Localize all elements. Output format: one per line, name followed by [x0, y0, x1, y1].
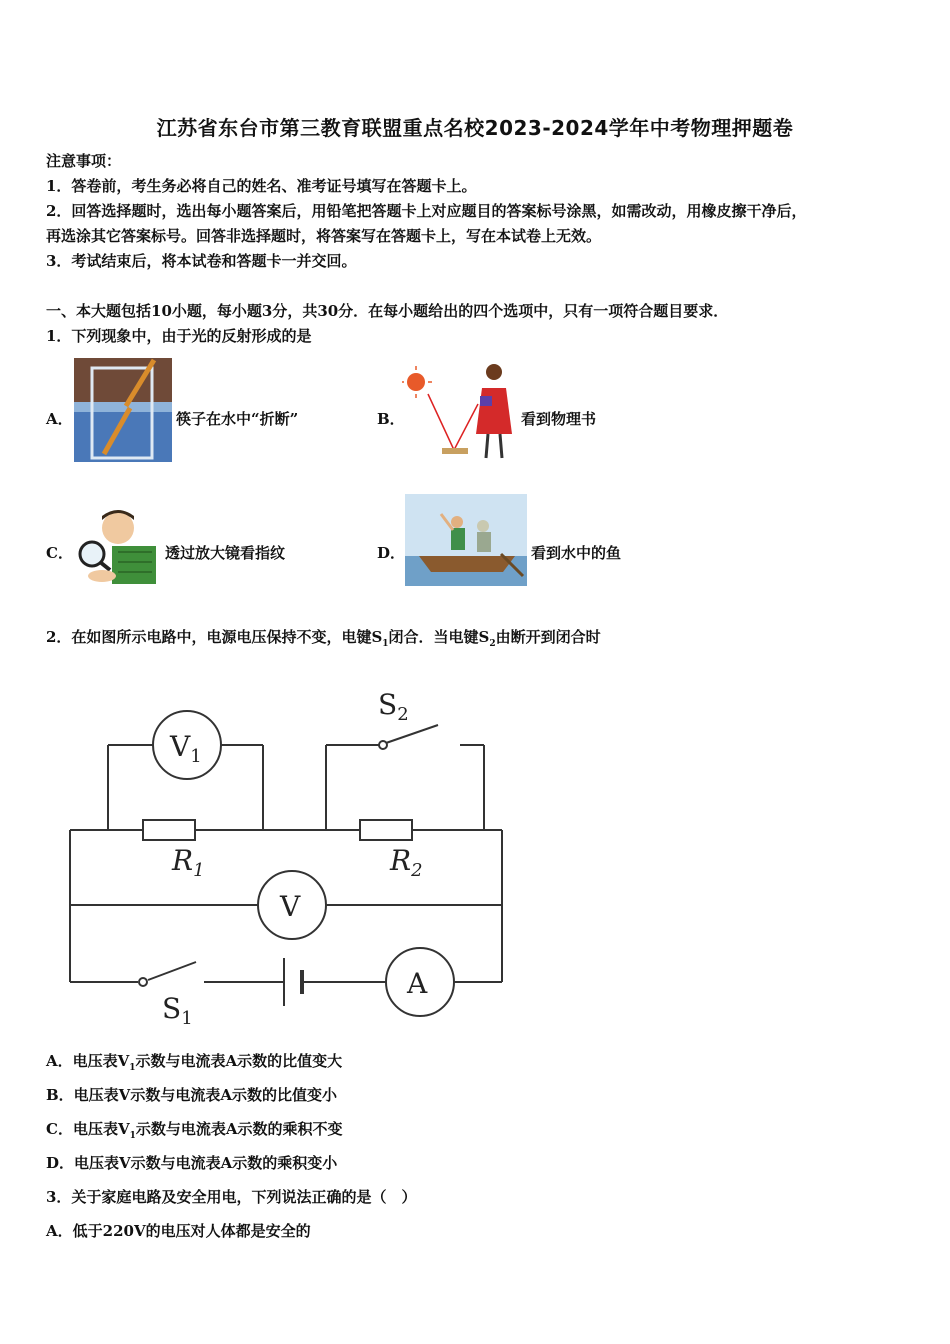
- q1-option-b-label: B．: [377, 410, 405, 428]
- r2-label: $R_2$: [390, 844, 423, 881]
- notice-item-1: 1．答卷前，考生务必将自己的姓名、准考证号填写在答题卡上。: [46, 177, 477, 195]
- q2-option-c: C．电压表$V_1$示数与电流表A示数的乘积不变: [46, 1120, 343, 1141]
- r1-label: $R_1$: [172, 844, 205, 881]
- s1-label: $S_1$: [162, 992, 193, 1029]
- q1-option-c-text: 透过放大镜看指纹: [165, 544, 286, 562]
- resistor-r1: [143, 820, 195, 840]
- q1-option-a-text: 筷子在水中“折断”: [176, 410, 299, 428]
- circuit-diagram: [0, 680, 540, 1040]
- q1-option-b-text: 看到物理书: [521, 410, 597, 428]
- notice-item-2: 2．回答选择题时，选出每小题答案后，用铅笔把答题卡上对应题目的答案标号涂黑，如需改动，用橡皮擦干净后，: [46, 202, 807, 220]
- notice-item-3: 3．考试结束后，将本试卷和答题卡一并交回。: [46, 252, 357, 270]
- v1-label: $V_1$: [170, 730, 202, 767]
- fishing-boat-image: [405, 494, 527, 586]
- question-3-stem: 3．关于家庭电路及安全用电，下列说法正确的是（ ）: [46, 1188, 417, 1206]
- girl-reading-book-image: [402, 360, 518, 464]
- q1-option-a-label: A．: [46, 410, 73, 428]
- switch-s2-contact: [379, 741, 387, 749]
- q3-option-a: A．低于220V的电压对人体都是安全的: [46, 1222, 311, 1240]
- q1-option-c-label: C．: [46, 544, 73, 562]
- q1-option-d-text: 看到水中的鱼: [531, 544, 622, 562]
- question-2-stem: 2．在如图所示电路中，电源电压保持不变，电键$S_1$闭合．当电键$S_2$由断开到闭合时: [46, 628, 601, 649]
- a-label: A: [407, 967, 428, 1000]
- page-title: 江苏省东台市第三教育联盟重点名校2023-2024学年中考物理押题卷: [156, 116, 794, 140]
- notice-item-2-cont: 再选涂其它答案标号。回答非选择题时，将答案写在答题卡上，写在本试卷上无效。: [46, 227, 602, 245]
- notice-heading: 注意事项：: [46, 152, 122, 170]
- q1-option-d-label: D．: [377, 544, 406, 562]
- section-heading: 一、本大题包括10小题，每小题3分，共30分．在每小题给出的四个选项中，只有一项符合题目要求．: [46, 302, 729, 320]
- v-label: V: [280, 890, 301, 923]
- q2-option-b: B．电压表V示数与电流表A示数的比值变小: [46, 1086, 337, 1104]
- chopsticks-in-water-image: [74, 358, 172, 462]
- magnifier-fingerprint-image: [72, 506, 162, 586]
- resistor-r2: [360, 820, 412, 840]
- q2-option-d: D．电压表V示数与电流表A示数的乘积变小: [46, 1154, 338, 1172]
- switch-s1-contact: [139, 978, 147, 986]
- s2-label: $S_2$: [378, 688, 409, 725]
- q2-option-a: A．电压表$V_1$示数与电流表A示数的比值变大: [46, 1052, 343, 1073]
- question-1-stem: 1．下列现象中，由于光的反射形成的是: [46, 327, 312, 345]
